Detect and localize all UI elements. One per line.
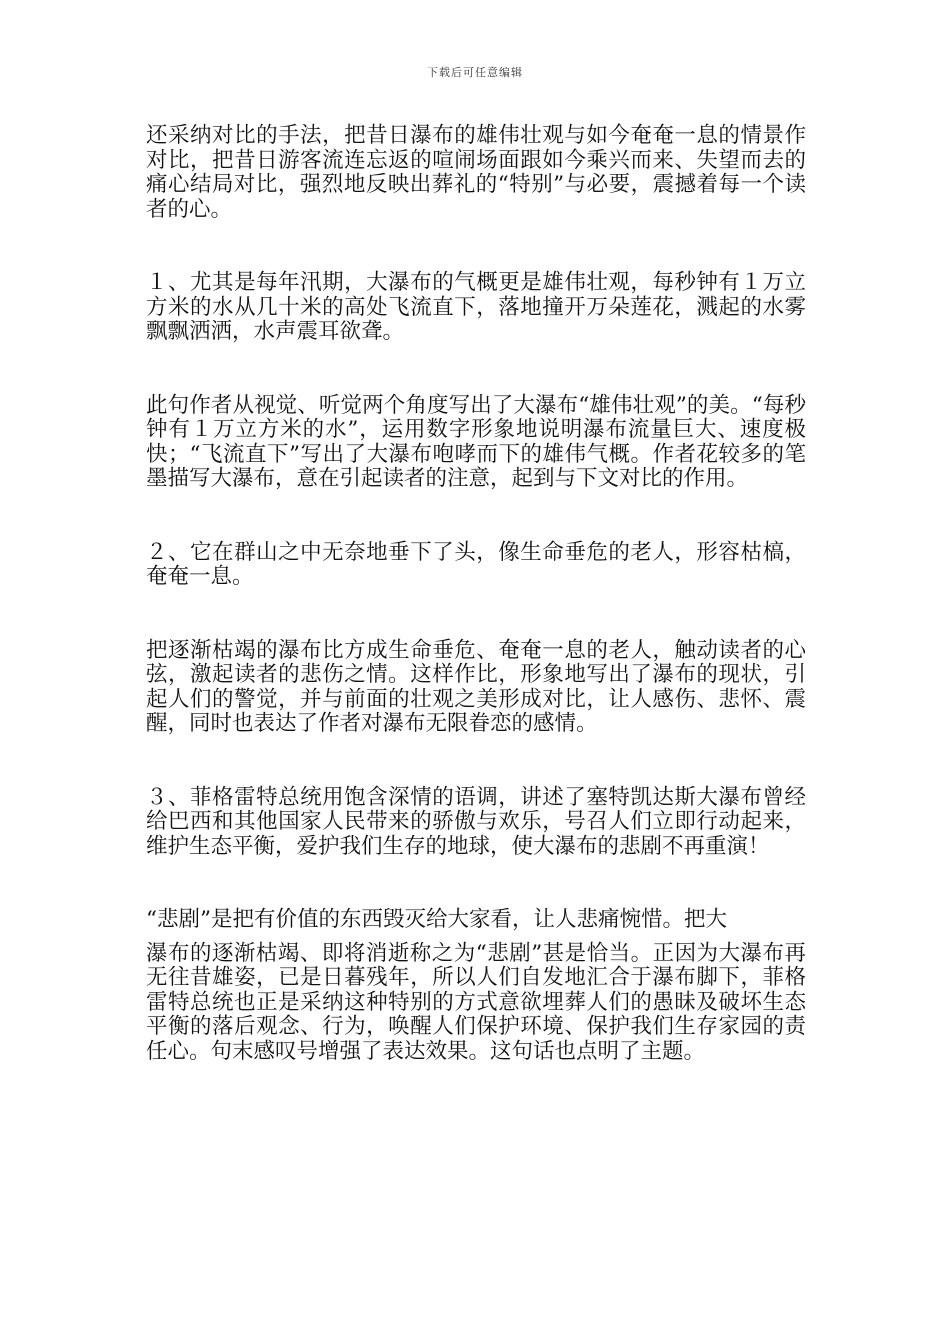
paragraph-gap (146, 859, 806, 908)
paragraph-gap (146, 590, 806, 639)
paragraph-gap (146, 492, 806, 541)
paragraph-analysis-1: 此句作者从视觉、听觉两个角度写出了大瀑布“雄伟壮观”的美。“每秒钟有１万立方米的水”，运用数字形象地说明瀑布流量巨大、速度极快；“飞流直下”写出了大瀑布咆哮而下的雄伟气概。作者花较多的笔墨描写大瀑布，意在引起读者的注意，起到与下文对比的作用。 (146, 392, 806, 491)
paragraph-gap (146, 345, 806, 394)
paragraph-gap (146, 222, 806, 271)
paragraph-gap (146, 737, 806, 786)
paragraph-analysis-3: 瀑布的逐渐枯竭、即将消逝称之为“悲剧”甚是恰当。正因为大瀑布再无往昔雄姿，已是日暮残年，所以人们自发地汇合于瀑布脚下，菲格雷特总统也正是采纳这种特别的方式意欲埋葬人们的愚昧及破坏生态平衡的落后观念、行为，唤醒人们保护环境、保护我们生存家园的责任心。句末感叹号增强了表达效果。这句话也点明了主题。 (146, 940, 806, 1064)
paragraph-contrast-technique: 还采纳对比的手法，把昔日瀑布的雄伟壮观与如今奄奄一息的情景作对比，把昔日游客流连忘返的喧闹场面跟如今乘兴而来、失望而去的痛心结局对比，强烈地反映出葬礼的“特别”与必要，震撼着每一个读者的心。 (146, 123, 806, 222)
paragraph-quote-2: ２、它在群山之中无奈地垂下了头，像生命垂危的老人，形容枯槁，奄奄一息。 (146, 539, 806, 589)
paragraph-quote-1: １、尤其是每年汛期，大瀑布的气概更是雄伟壮观，每秒钟有１万立方米的水从几十米的高处飞流直下，落地撞开万朵莲花，溅起的水雾飘飘洒洒，水声震耳欲聋。 (146, 270, 806, 344)
document-body (146, 124, 806, 1064)
page-header: 下载后可任意编辑 (427, 66, 523, 79)
paragraph-analysis-3-first-line: “悲剧”是把有价值的东西毁灭给大家看，让人悲痛惋惜。把大 (146, 907, 727, 932)
paragraph-analysis-2: 把逐渐枯竭的瀑布比方成生命垂危、奄奄一息的老人，触动读者的心弦，激起读者的悲伤之情。这样作比，形象地写出了瀑布的现状，引起人们的警觉，并与前面的壮观之美形成对比，让人感伤、悲怀、震醒，同时也表达了作者对瀑布无限眷恋的感情。 (146, 637, 806, 736)
paragraph-quote-3: ３、菲格雷特总统用饱含深情的语调，讲述了塞特凯达斯大瀑布曾经给巴西和其他国家人民带来的骄傲与欢乐，号召人们立即行动起来，维护生态平衡，爱护我们生存的地球，使大瀑布的悲剧不再重演！ (146, 784, 806, 859)
